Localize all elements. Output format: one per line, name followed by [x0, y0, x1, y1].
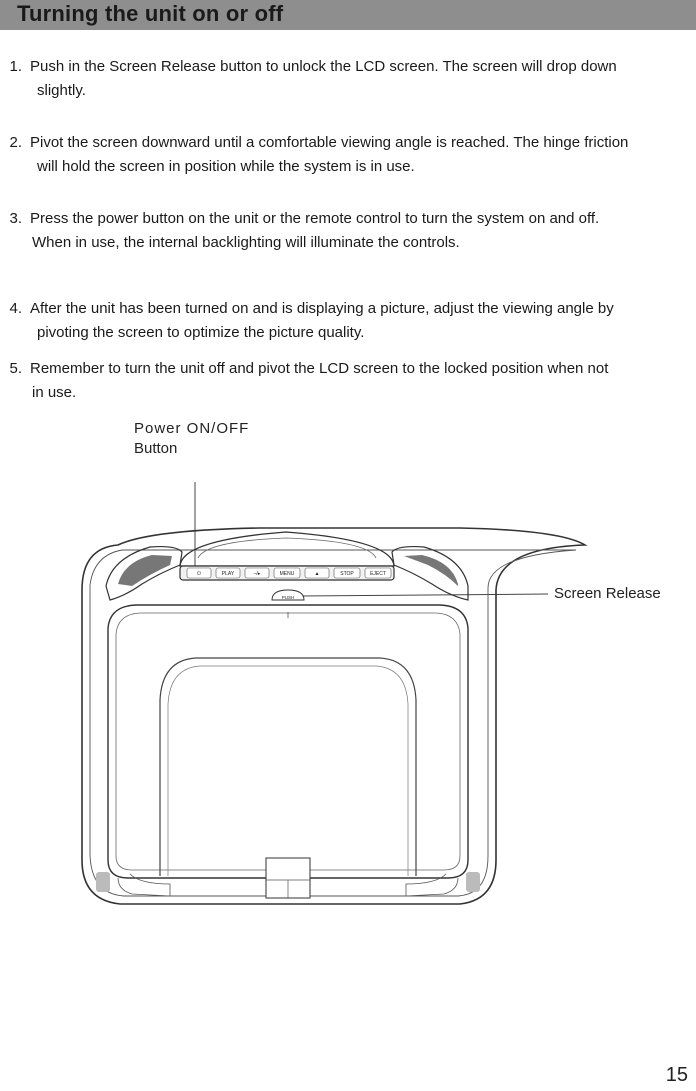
- screen-bezel: [116, 613, 460, 870]
- device-button-label: –/▸: [253, 571, 261, 577]
- left-foot: [96, 872, 110, 892]
- step-text-line1: Remember to turn the unit off and pivot the LCD screen to the locked position when not: [30, 360, 609, 377]
- step-text-line2: pivoting the screen to optimize the picture quality.: [37, 324, 365, 341]
- power-callout-line1: Power ON/OFF: [134, 420, 250, 437]
- step-text-line1: Pivot the screen downward until a comfortable viewing angle is reached. The hinge friction: [30, 134, 629, 151]
- step-number: 5.: [9, 360, 22, 377]
- step-text-line1: Press the power button on the unit or the remote control to turn the system on and off.: [30, 210, 600, 227]
- device-button-label: STOP: [340, 571, 354, 577]
- screen-release-callout: Screen Release: [554, 585, 661, 602]
- device-button-label: ⏻: [197, 571, 201, 577]
- step-text-line2: in use.: [32, 384, 77, 401]
- device-button-label: MENU: [279, 571, 295, 577]
- screen-panel: [108, 605, 468, 878]
- step-number: 3.: [9, 210, 22, 227]
- right-foot: [466, 872, 480, 892]
- step-text-line2: will hold the screen in position while the system is in use.: [37, 158, 415, 175]
- step-number: 4.: [9, 300, 22, 317]
- push-label: PUSH: [281, 595, 295, 600]
- power-callout-line2: Button: [134, 440, 178, 457]
- device-button-label: ▲: [314, 571, 320, 577]
- device-button-label: EJECT: [370, 571, 386, 577]
- step-text-line2: slightly.: [37, 82, 86, 99]
- housing-inner-outline: [90, 550, 576, 896]
- release-leader-line: [300, 594, 548, 596]
- left-vent: [118, 555, 172, 586]
- step-number: 1.: [9, 58, 22, 75]
- step-number: 2.: [9, 134, 22, 151]
- step-text-line2: When in use, the internal backlighting will illuminate the controls.: [32, 234, 460, 251]
- section-title: Turning the unit on or off: [17, 1, 284, 26]
- right-vent-outline: [392, 547, 468, 600]
- screen-recess: [160, 658, 416, 876]
- step-text-line1: After the unit has been turned on and is displaying a picture, adjust the viewing angle by: [30, 300, 614, 317]
- step-text-line1: Push in the Screen Release button to unlock the LCD screen. The screen will drop down: [30, 58, 617, 75]
- housing-outline: [82, 528, 585, 904]
- device-button-label: PLAY: [221, 571, 235, 577]
- page-number: 15: [665, 1064, 688, 1086]
- control-panel-top: [180, 532, 394, 566]
